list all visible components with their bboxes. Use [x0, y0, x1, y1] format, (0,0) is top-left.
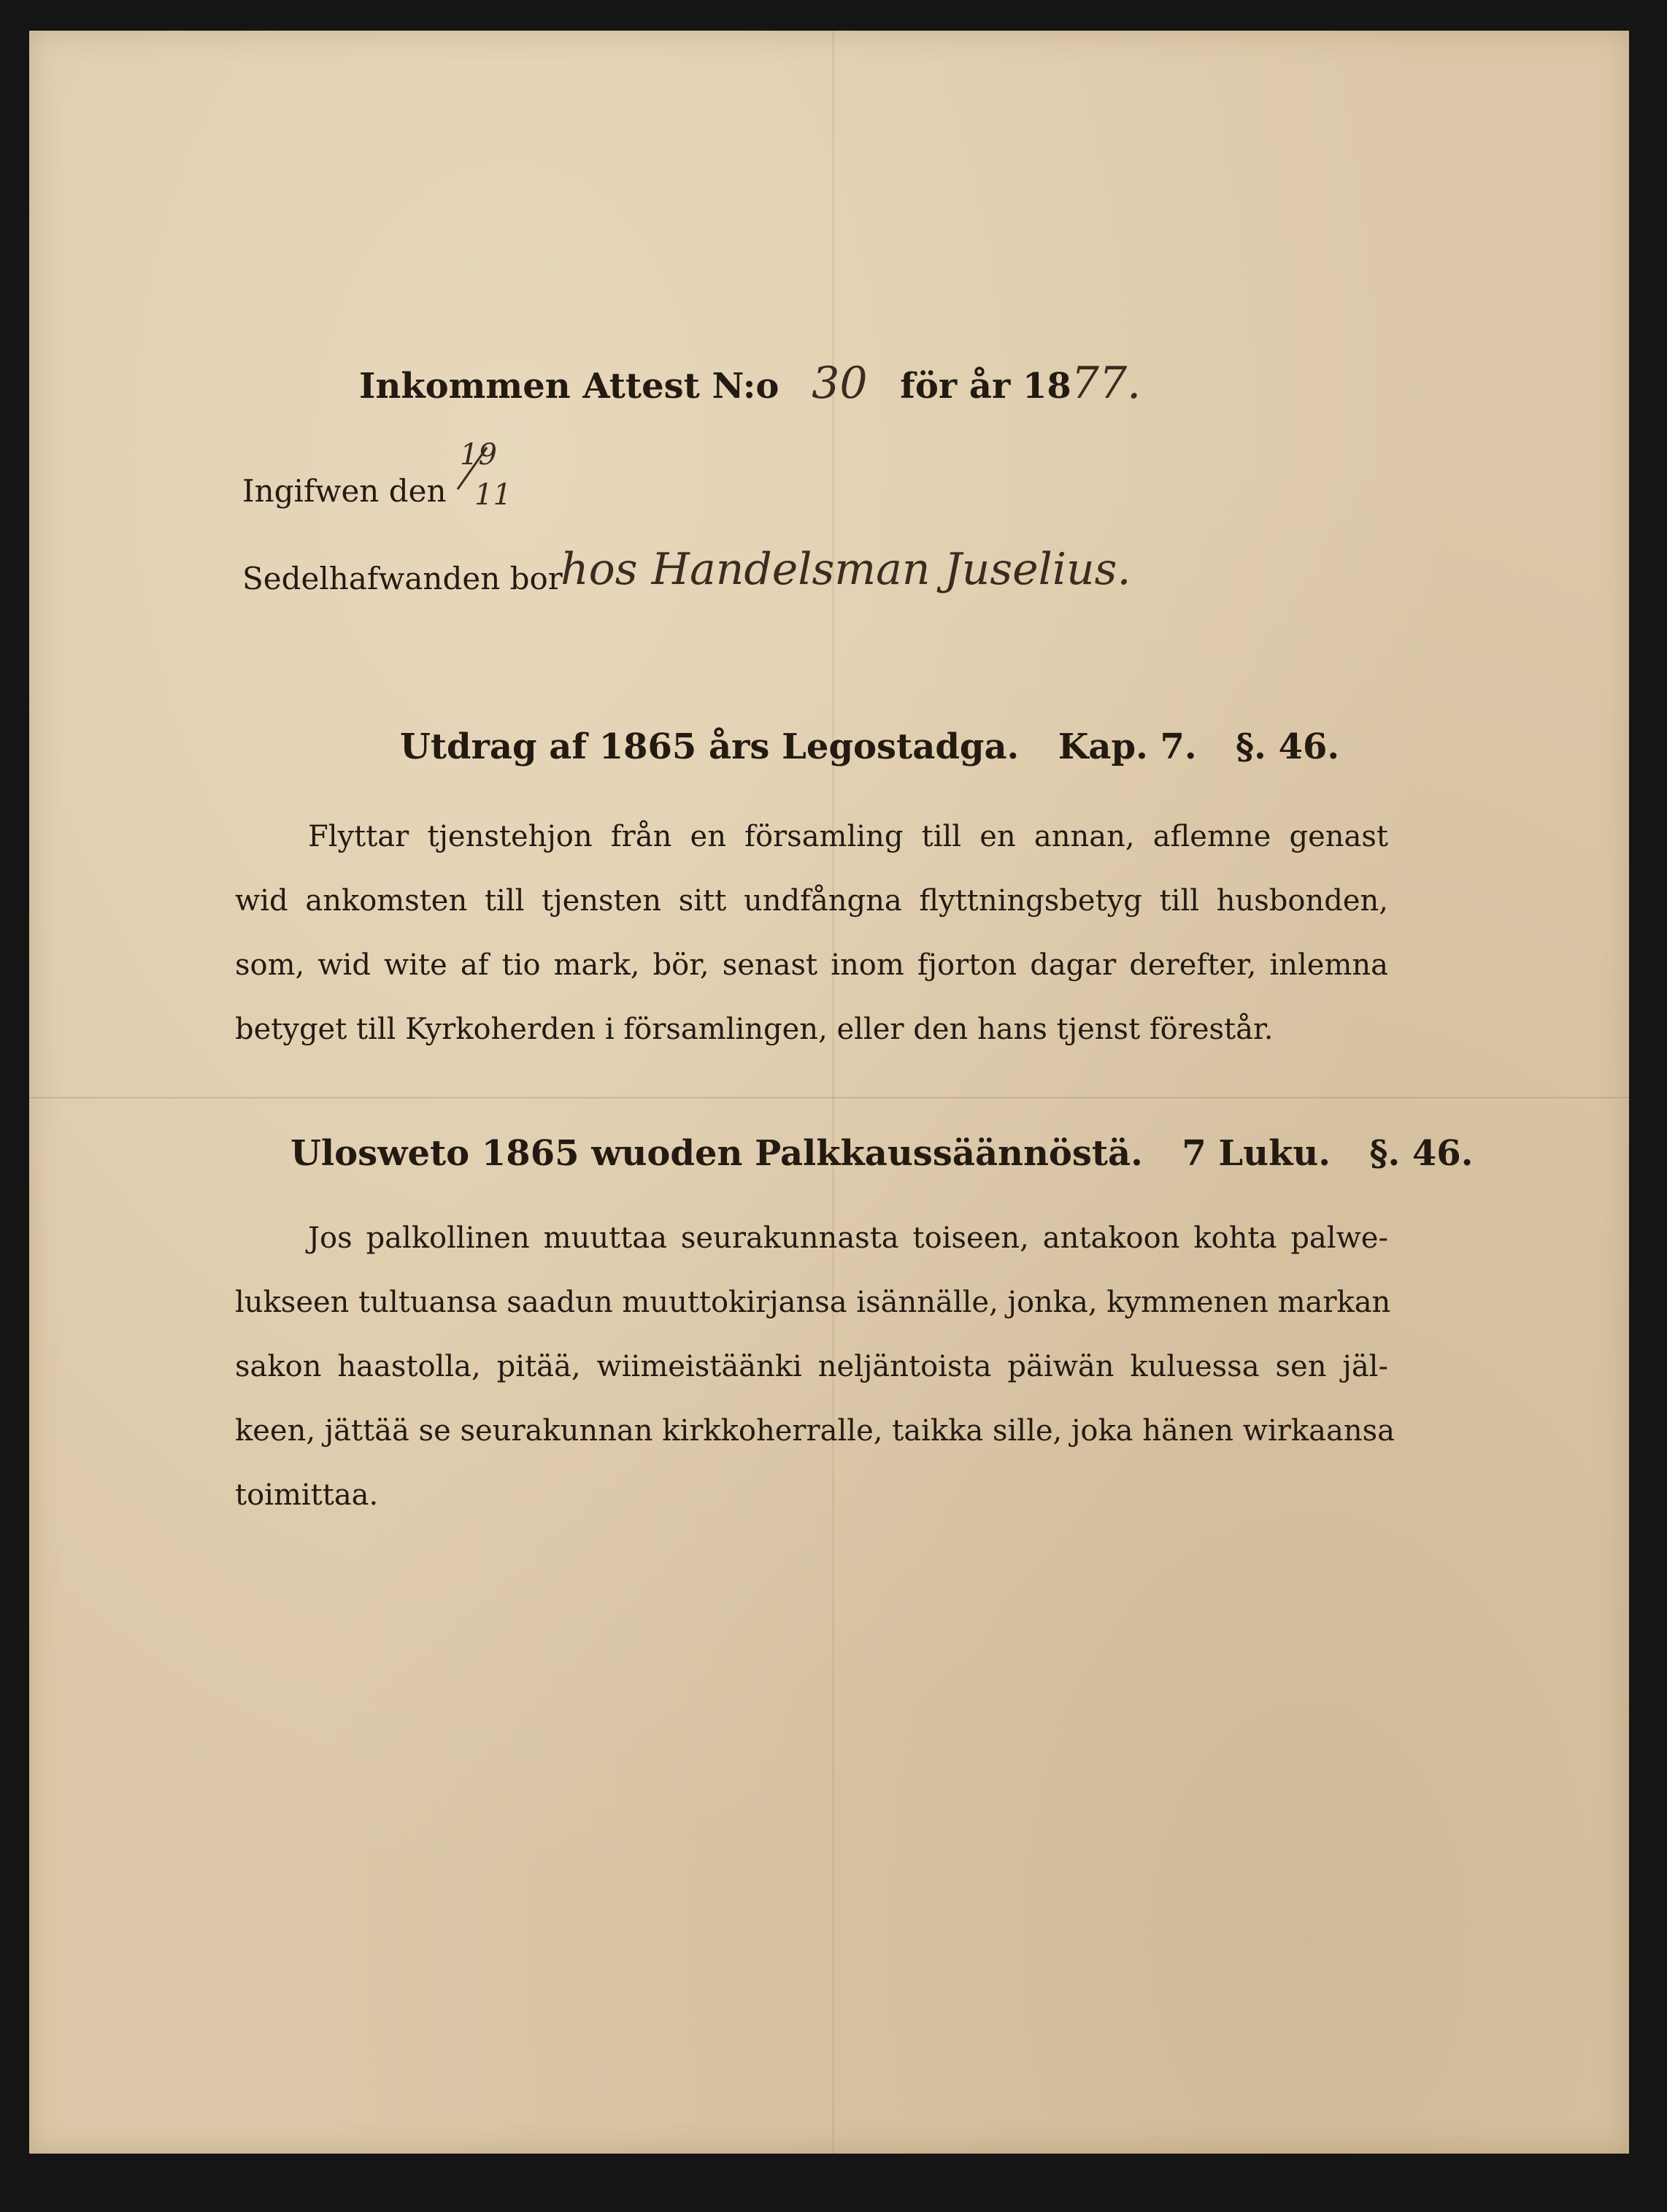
- finnish-heading-text: Ulosweto 1865 wuoden Palkkaussäännöstä.: [290, 1133, 1143, 1174]
- finnish-paragraph: [235, 1206, 1395, 1527]
- finnish-line-2: lukseen tultuansa saadun muuttokirjansa isännälle, jonka, kymmenen markan: [235, 1286, 1391, 1319]
- swedish-heading-text: Utdrag af 1865 års Legostadga.: [400, 726, 1020, 767]
- year-handwritten: 77.: [1071, 358, 1142, 409]
- title-year-prefix: för år 18: [900, 366, 1071, 407]
- document-sheet: [29, 31, 1629, 2154]
- swedish-line-4: betyget till Kyrkoherden i församlingen, eller den hans tjenst förestår.: [235, 1013, 1274, 1046]
- attest-number-handwritten: 30: [812, 358, 868, 409]
- holder-residence-line: [242, 561, 563, 596]
- finnish-line-5: toimittaa.: [235, 1478, 379, 1512]
- submitted-day-handwritten: 19: [460, 438, 497, 472]
- certificate-title: [359, 358, 1141, 409]
- finnish-heading: [290, 1133, 1473, 1174]
- holder-residence-handwritten: hos Handelsman Juselius.: [561, 544, 1131, 595]
- holder-label: Sedelhafwanden bor: [242, 561, 563, 596]
- submitted-month-handwritten: 11: [474, 478, 512, 512]
- swedish-line-1: Flyttar tjenstehjon från en församling till en annan, aflemne genast: [308, 820, 1388, 853]
- swedish-section-sign: §. 46.: [1236, 726, 1340, 767]
- submitted-label: Ingifwen den: [242, 473, 447, 509]
- finnish-line-4: keen, jättää se seurakunnan kirkkoherralle, taikka sille, joka hänen wirkaansa: [235, 1414, 1395, 1448]
- swedish-line-3: som, wid wite af tio mark, bör, senast inom fjorton dagar derefter, inlemna: [235, 948, 1388, 982]
- swedish-chapter: Kap. 7.: [1058, 726, 1197, 767]
- swedish-line-2: wid ankomsten till tjensten sitt undfångna flyttningsbetyg till husbonden,: [235, 884, 1388, 918]
- finnish-line-3: sakon haastolla, pitää, wiimeistäänki neljäntoista päiwän kuluessa sen jäl-: [235, 1350, 1388, 1383]
- finnish-section-sign: §. 46.: [1369, 1133, 1474, 1174]
- swedish-heading: [400, 726, 1339, 767]
- finnish-line-1: Jos palkollinen muuttaa seurakunnasta toiseen, antakoon kohta palwe-: [308, 1221, 1388, 1255]
- finnish-chapter: 7 Luku.: [1182, 1133, 1331, 1174]
- title-prefix: Inkommen Attest N:o: [359, 366, 779, 407]
- swedish-paragraph: [235, 804, 1388, 1061]
- vertical-fold-line: [832, 31, 834, 2154]
- submitted-date-line: [242, 473, 447, 509]
- horizontal-fold-line: [29, 1097, 1629, 1099]
